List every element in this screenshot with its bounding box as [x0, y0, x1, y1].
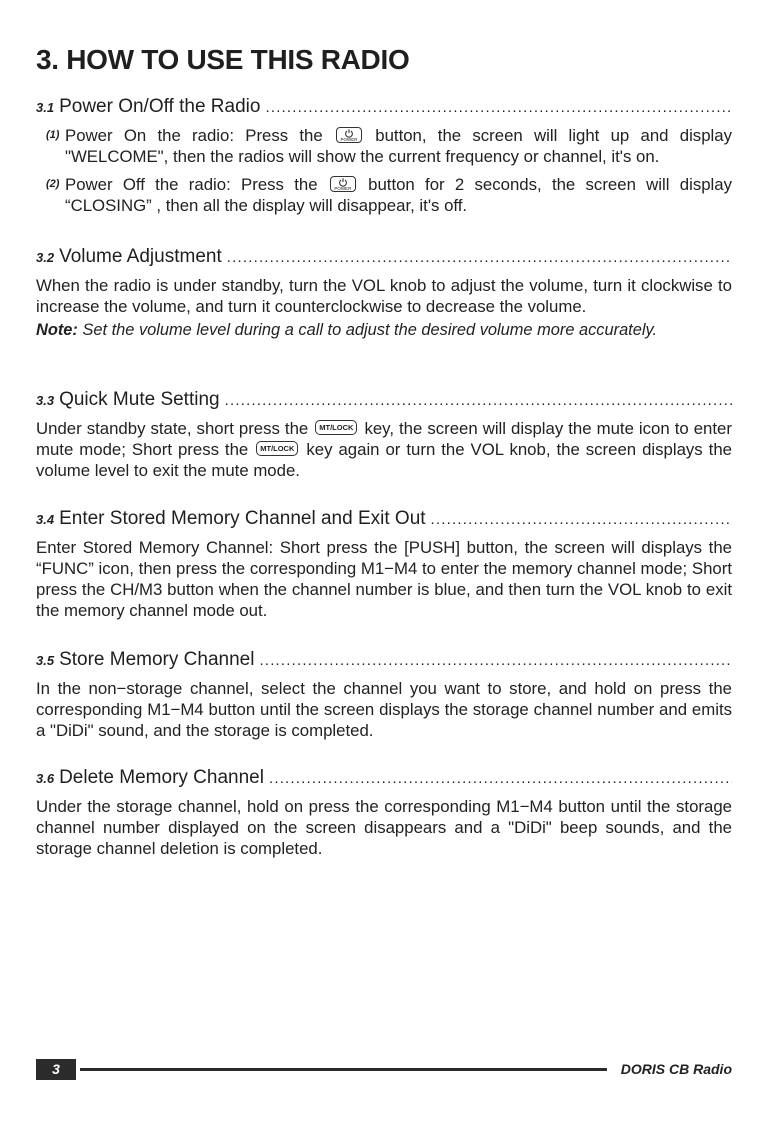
section-body — [36, 125, 732, 216]
section-heading — [36, 388, 732, 412]
section-title: Enter Stored Memory Channel and Exit Out — [59, 508, 426, 529]
section-volume — [36, 245, 732, 341]
section-title: Delete Memory Channel — [59, 767, 264, 788]
section-number: 3.3 — [36, 393, 55, 408]
item-text: Power On the radio: Press the — [65, 126, 323, 145]
section-number: 3.6 — [36, 771, 55, 786]
mt-lock-key-icon: MT/LOCK — [315, 420, 357, 435]
section-title: Store Memory Channel — [59, 649, 255, 670]
section-heading — [36, 507, 732, 531]
section-title: Quick Mute Setting — [59, 389, 220, 410]
footer-rule — [80, 1068, 607, 1071]
note-text: Set the volume level during a call to adjust the desired volume more accurately. — [82, 321, 658, 339]
section-number: 3.1 — [36, 100, 55, 115]
section-memory-channel — [36, 507, 732, 621]
item-number: (1) — [46, 129, 60, 141]
page-number: 3 — [36, 1059, 76, 1080]
item-text: Power Off the radio: Press the — [65, 175, 318, 194]
section-title: Power On/Off the Radio — [59, 96, 261, 117]
section-title: Volume Adjustment — [59, 246, 222, 267]
list-item — [36, 174, 732, 216]
page-title: 3. HOW TO USE THIS RADIO — [36, 44, 410, 75]
body-text: key again or turn the VOL knob, the screen displays the volume level to exit the mute mode. — [36, 440, 732, 480]
section-store-memory — [36, 648, 732, 741]
section-heading — [36, 245, 732, 269]
power-key-icon — [330, 176, 356, 192]
power-key-label: POWER — [334, 185, 352, 191]
page-footer — [36, 1059, 732, 1081]
body-text: Under standby state, short press the — [36, 419, 309, 438]
section-number: 3.5 — [36, 653, 55, 668]
note — [36, 320, 732, 341]
section-power — [36, 95, 732, 216]
section-number: 3.4 — [36, 512, 55, 527]
section-body: Under the storage channel, hold on press the corresponding M1−M4 button until the storage channel number displayed on the screen disappears and a "DiDi" beep sounds, and the storage channel deletion is completed. — [36, 797, 732, 858]
power-key-icon — [336, 127, 362, 143]
section-heading — [36, 766, 732, 790]
section-body: Enter Stored Memory Channel: Short press the [PUSH] button, the screen will displays the “FUNC” icon, then press the corresponding M1−M4 to enter the memory channel mode; Short press the CH/M3 button when the channel number is blue, and then turn the VOL knob to exit the memory channel mode out. — [36, 538, 732, 620]
section-body: In the non−storage channel, select the channel you want to store, and hold on press the corresponding M1−M4 button until the screen displays the storage channel number and emits a "DiDi" sound, and the storage is completed. — [36, 679, 732, 740]
mt-lock-key-icon: MT/LOCK — [256, 441, 298, 456]
leader-dots — [265, 96, 732, 119]
leader-dots — [227, 246, 732, 269]
note-label: Note: — [36, 321, 78, 339]
item-text: button for 2 seconds, the screen will display “CLOSING” , then all the display will disappear, it's off. — [65, 175, 732, 215]
body-text: key, the screen will display the mute icon to enter mute mode; Short press the — [36, 419, 732, 459]
section-number: 3.2 — [36, 250, 55, 265]
section-body: When the radio is under standby, turn the VOL knob to adjust the volume, turn it clockwise to increase the volume, and turn it counterclockwise to decrease the volume. — [36, 276, 732, 316]
power-key-label: POWER — [340, 136, 358, 142]
section-mute — [36, 388, 732, 481]
section-delete-memory — [36, 766, 732, 859]
leader-dots — [431, 508, 732, 531]
section-body — [36, 418, 732, 481]
leader-dots — [225, 389, 732, 412]
footer-brand: DORIS CB Radio — [620, 1061, 732, 1077]
leader-dots — [259, 649, 732, 672]
section-heading — [36, 648, 732, 672]
item-text: button, the screen will light up and display "WELCOME", then the radios will show the current frequency or channel, it's on. — [65, 126, 732, 166]
section-heading — [36, 95, 732, 119]
leader-dots — [269, 767, 732, 790]
item-number: (2) — [46, 178, 60, 190]
list-item — [36, 125, 732, 167]
